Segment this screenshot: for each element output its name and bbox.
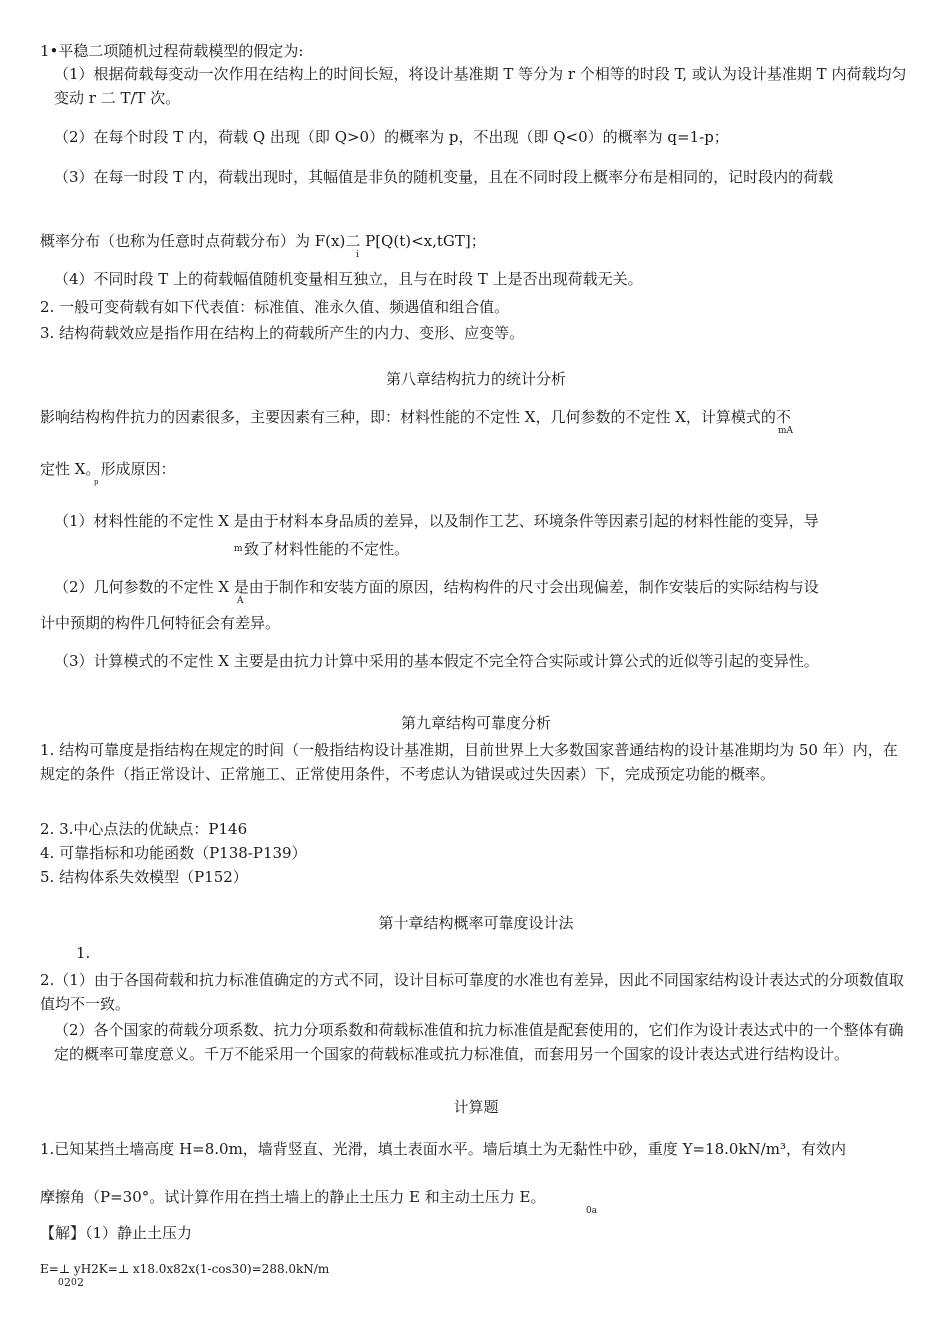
text-line: 5. 结构体系失效模型（P152） (40, 868, 248, 886)
text-line: 1•平稳二项随机过程荷载模型的假定为: (40, 42, 304, 60)
subscript: 0 (71, 1278, 77, 1288)
text-line: （2）几何参数的不定性 X 是由于制作和安装方面的原因，结构构件的尺寸会出现偏差，制作安装后的实际结构与设 (54, 578, 819, 596)
text-line: （4）不同时段 T 上的荷载幅值随机变量相互独立，且与在时段 T 上是否出现荷载无关。 (54, 270, 643, 288)
subscript: 0a (586, 1206, 598, 1216)
text-line: 定性 X。形成原因： (40, 460, 176, 478)
chapter-heading: 第八章结构抗力的统计分析 (385, 370, 566, 388)
text-line: （1）材料性能的不定性 X 是由于材料本身品质的差异，以及制作工艺、环境条件等因素引起的材料性能的变异，导 (54, 512, 819, 530)
text-line: 3. 结构荷载效应是指作用在结构上的荷载所产生的内力、变形、应变等。 (40, 324, 525, 342)
subscript: 2 (77, 1276, 84, 1289)
text-paragraph: 1. 结构可靠度是指结构在规定的时间（一般指结构设计基准期，目前世界上大多数国家普通结构的设计基准期均为 50 年）内，在规定的条件（指正常设计、正常施工、正常使用条件，不考虑认为错误或过失因素）下，完成预定功能的概率。 (40, 741, 898, 783)
subscript: 2 (64, 1276, 71, 1289)
subscript: A (237, 596, 244, 606)
text-line: （3）计算模式的不定性 X 主要是由抗力计算中采用的基本假定不完全符合实际或计算公式的近似等引起的变异性。 (54, 652, 819, 670)
chapter-heading: 第九章结构可靠度分析 (400, 714, 551, 732)
text-paragraph: 2.（1）由于各国荷载和抗力标准值确定的方式不同，设计目标可靠度的水准也有差异，因此不同国家结构设计表达式的分项数值取值均不一致。 (40, 971, 904, 1013)
subscript: p (94, 478, 99, 486)
text-line: 摩擦角（P=30°。试计算作用在挡土墙上的静止土压力 E 和主动土压力 E。 (40, 1188, 546, 1206)
text-line: 概率分布（也称为任意时点荷载分布）为 F(x)二 P[Q(t)<x,tGT]； (40, 232, 486, 250)
text-paragraph: （1）根据荷载每变动一次作用在结构上的时间长短，将设计基准期 T 等分为 r 个相等的时段 T, 或认为设计基准期 T 内荷载均匀变动 r 二 T/T 次。 (54, 65, 907, 107)
formula-line: E=⊥ yH2K=⊥ x18.0x82x(1-cos30)=288.0kN/m (40, 1262, 330, 1276)
text-line: （3）在每一时段 T 内，荷载出现时，其幅值是非负的随机变量，且在不同时段上概率分布是相同的，记时段内的荷载 (54, 168, 834, 186)
text-line: 4. 可靠指标和功能函数（P138-P139） (40, 844, 307, 862)
text-line: （2）在每个时段 T 内，荷载 Q 出现（即 Q>0）的概率为 p，不出现（即 Q<0）的概率为 q=1-p； (54, 128, 729, 146)
subscript: mA (778, 426, 794, 436)
subscript: 0 (58, 1278, 64, 1288)
text-line: 2. 3.中心点法的优缺点：P146 (40, 820, 248, 838)
text-line: 1. (76, 944, 91, 962)
text-line: 【解】（1）静止土压力 (40, 1224, 193, 1242)
subscript: m (234, 544, 243, 554)
text-paragraph: （2）各个国家的荷载分项系数、抗力分项系数和荷载标准值和抗力标准值是配套使用的，它们作为设计表达式中的一个整体有确定的概率可靠度意义。千万不能采用一个国家的荷载标准或抗力标准值，而套用另一个国家的设计表达式进行结构设计。 (54, 1021, 904, 1063)
text-line: 1.已知某挡土墙高度 H=8.0m，墙背竖直、光滑，填土表面水平。墙后填土为无黏性中砂，重度 Y=18.0kN/m³，有效内 (40, 1140, 846, 1158)
text-line: 影响结构构件抗力的因素很多，主要因素有三种，即：材料性能的不定性 X，几何参数的不定性 X，计算模式的不 (40, 408, 791, 426)
subscript: i (356, 250, 359, 260)
section-heading: 计算题 (453, 1098, 499, 1116)
text-line: 致了材料性能的不定性。 (244, 540, 410, 558)
text-line: 2. 一般可变荷载有如下代表值：标准值、准永久值、频遇值和组合值。 (40, 298, 510, 316)
text-line: 计中预期的构件几何特征会有差异。 (40, 614, 281, 632)
chapter-heading: 第十章结构概率可靠度设计法 (378, 914, 574, 932)
